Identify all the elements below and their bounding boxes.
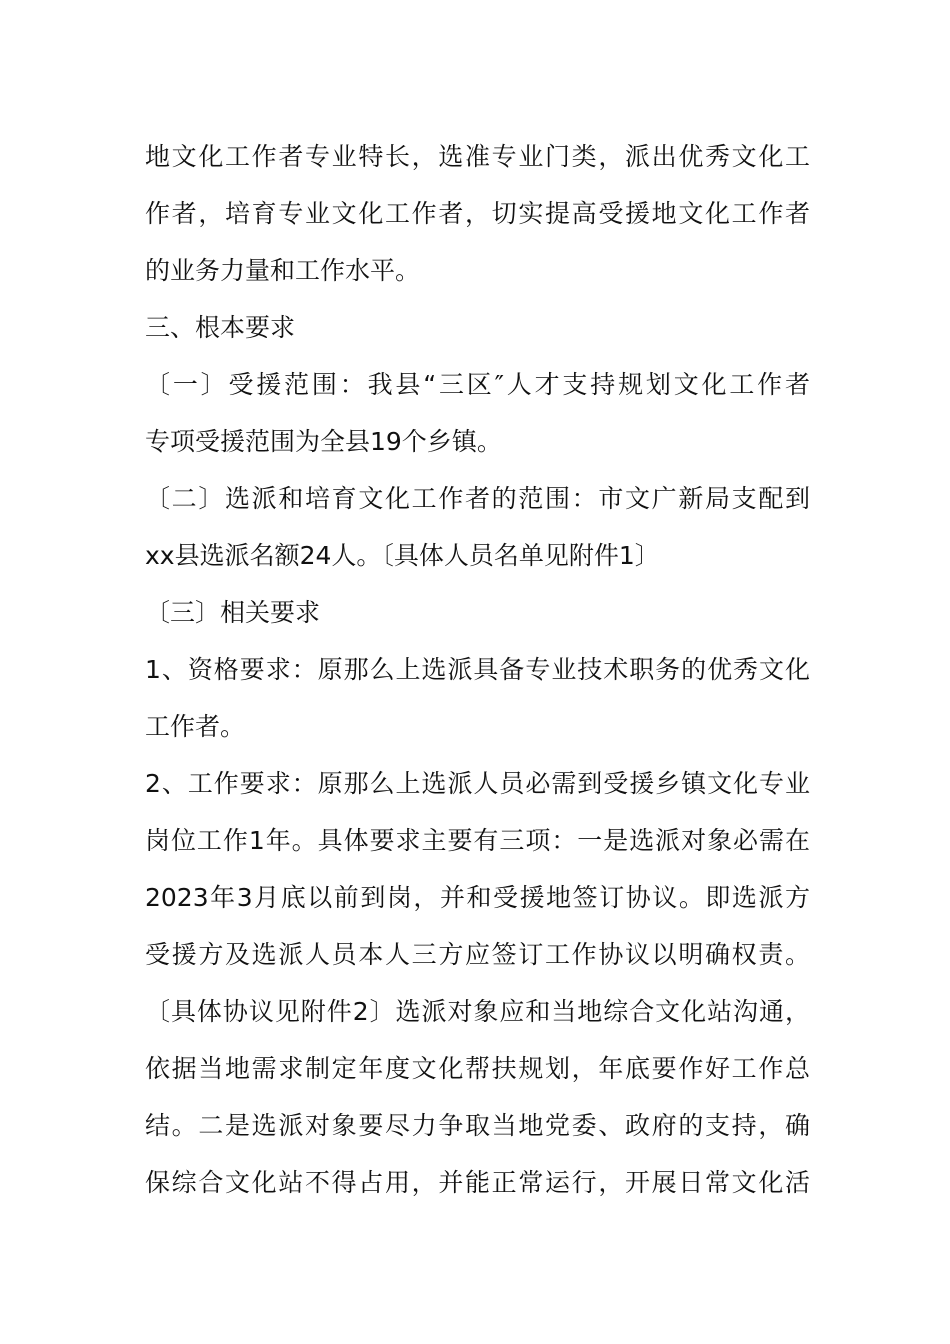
text-line: 受援方及选派人员本人三方应签订工作协议以明确权责。 — [145, 940, 810, 969]
text-line: 保综合文化站不得占用，并能正常运行，开展日常文化活 — [145, 1168, 810, 1197]
text-line: 1、资格要求：原那么上选派具备专业技术职务的优秀文化 — [145, 655, 810, 684]
text-line: 工作者。 — [145, 712, 246, 741]
text-line: 专项受援范围为全县19个乡镇。 — [145, 427, 502, 456]
section-heading: 三、根本要求 — [145, 313, 296, 342]
text-line: 岗位工作1年。具体要求主要有三项：一是选派对象必需在 — [145, 826, 810, 855]
subsection-heading: 〔三〕相关要求 — [145, 598, 321, 627]
text-line: 的业务力量和工作水平。 — [145, 256, 421, 285]
text-line: 2、工作要求：原那么上选派人员必需到受援乡镇文化专业 — [145, 769, 810, 798]
text-line: xx县选派名额24人。〔具体人员名单见附件1〕 — [145, 541, 660, 570]
text-line: 结。二是选派对象要尽力争取当地党委、政府的支持，确 — [145, 1111, 810, 1140]
document-body — [145, 128, 810, 1211]
text-line: 〔一〕受援范围：我县“三区″人才支持规划文化工作者 — [145, 370, 810, 399]
text-line: 地文化工作者专业特长，选准专业门类，派出优秀文化工 — [145, 142, 810, 171]
text-line: 作者，培育专业文化工作者，切实提高受援地文化工作者 — [145, 199, 810, 228]
text-line: 2023年3月底以前到岗，并和受援地签订协议。即选派方 — [145, 883, 810, 912]
text-line: 〔二〕选派和培育文化工作者的范围：市文广新局支配到 — [145, 484, 810, 513]
text-line: 依据当地需求制定年度文化帮扶规划，年底要作好工作总 — [145, 1054, 810, 1083]
text-line: 〔具体协议见附件2〕选派对象应和当地综合文化站沟通， — [145, 997, 810, 1026]
